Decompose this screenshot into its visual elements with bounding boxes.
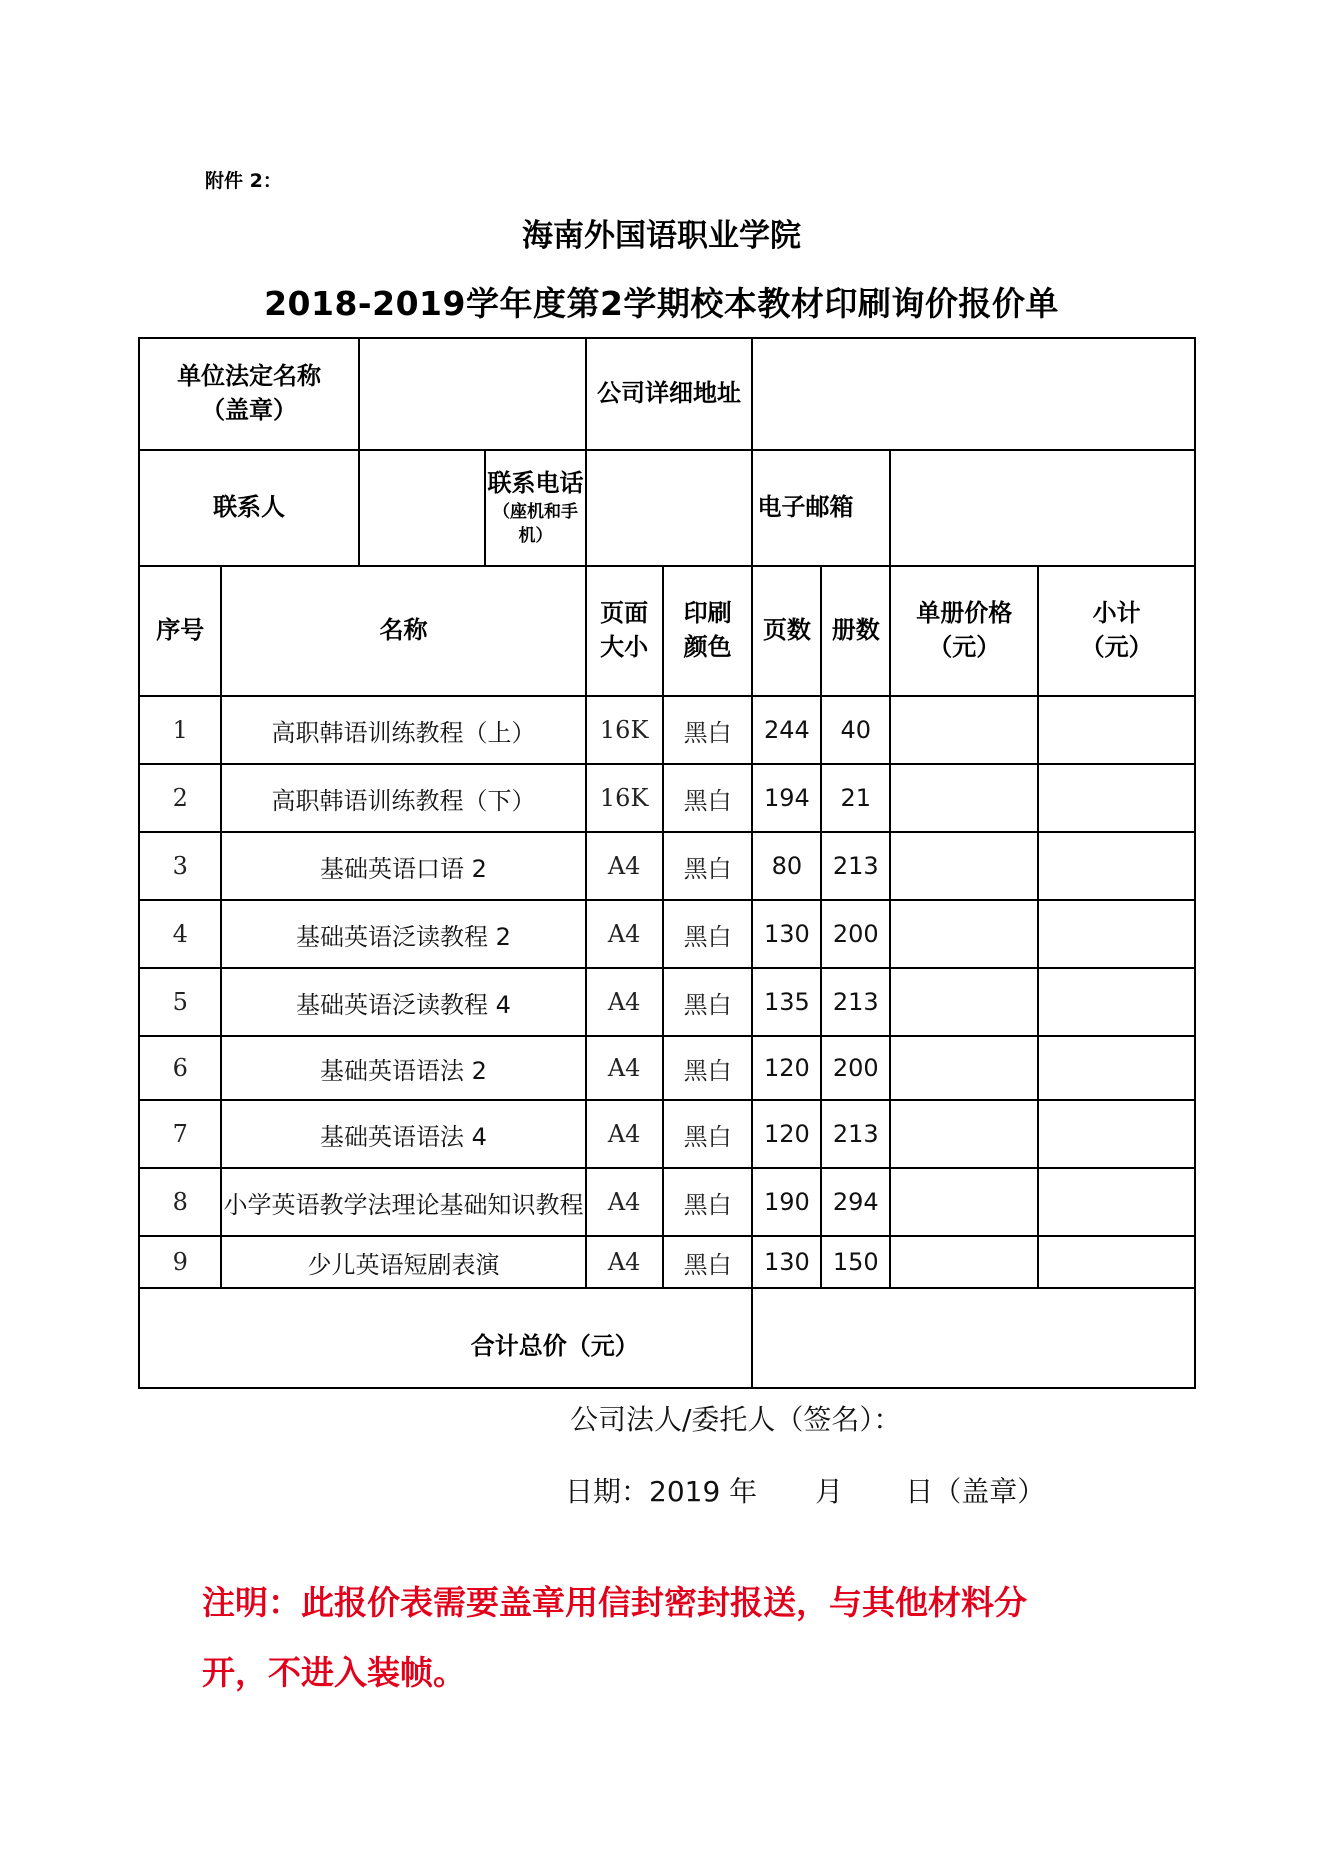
row-unit-price[interactable] bbox=[890, 1168, 1038, 1236]
email-value[interactable] bbox=[890, 450, 1195, 566]
row-color: 黑白 bbox=[663, 764, 753, 832]
table-row bbox=[139, 696, 1195, 764]
header-subtotal bbox=[1038, 566, 1195, 696]
unit-row bbox=[139, 338, 1195, 450]
contact-value[interactable] bbox=[359, 450, 485, 566]
row-size: A4 bbox=[586, 1100, 663, 1168]
red-note bbox=[202, 1568, 1102, 1708]
date-line bbox=[565, 1470, 1045, 1510]
table-row bbox=[139, 1168, 1195, 1236]
row-subtotal[interactable] bbox=[1038, 764, 1195, 832]
address-label: 公司详细地址 bbox=[586, 338, 753, 450]
row-subtotal[interactable] bbox=[1038, 1236, 1195, 1288]
row-unit-price[interactable] bbox=[890, 1036, 1038, 1100]
row-no: 1 bbox=[139, 696, 221, 764]
table-row bbox=[139, 900, 1195, 968]
row-pages: 244 bbox=[752, 696, 821, 764]
row-no: 2 bbox=[139, 764, 221, 832]
row-size: 16K bbox=[586, 764, 663, 832]
row-color: 黑白 bbox=[663, 1036, 753, 1100]
phone-label-cell bbox=[485, 450, 585, 566]
row-copies: 213 bbox=[821, 832, 890, 900]
row-name: 基础英语口语 2 bbox=[221, 832, 585, 900]
header-size bbox=[586, 566, 663, 696]
row-color: 黑白 bbox=[663, 1236, 753, 1288]
contact-row bbox=[139, 450, 1195, 566]
header-copies: 册数 bbox=[821, 566, 890, 696]
contact-label: 联系人 bbox=[139, 450, 359, 566]
row-color: 黑白 bbox=[663, 900, 753, 968]
row-copies: 213 bbox=[821, 968, 890, 1036]
row-subtotal[interactable] bbox=[1038, 968, 1195, 1036]
row-name: 高职韩语训练教程（下） bbox=[221, 764, 585, 832]
date-label: 日期：2019 年 bbox=[565, 1475, 758, 1508]
row-color: 黑白 bbox=[663, 832, 753, 900]
table-row bbox=[139, 1100, 1195, 1168]
document-subtitle: 2018-2019学年度第2学期校本教材印刷询价报价单 bbox=[264, 284, 1059, 323]
row-subtotal[interactable] bbox=[1038, 696, 1195, 764]
address-value[interactable] bbox=[752, 338, 1195, 450]
row-color: 黑白 bbox=[663, 1100, 753, 1168]
total-value[interactable] bbox=[752, 1288, 1195, 1388]
row-name: 基础英语语法 4 bbox=[221, 1100, 585, 1168]
row-pages: 194 bbox=[752, 764, 821, 832]
total-row bbox=[139, 1288, 1195, 1388]
header-unit-price bbox=[890, 566, 1038, 696]
row-no: 7 bbox=[139, 1100, 221, 1168]
unit-name-value[interactable] bbox=[359, 338, 585, 450]
row-unit-price[interactable] bbox=[890, 832, 1038, 900]
row-size: 16K bbox=[586, 696, 663, 764]
header-size-line2: 大小 bbox=[600, 633, 649, 661]
phone-label: 联系电话 bbox=[487, 469, 584, 498]
row-unit-price[interactable] bbox=[890, 1236, 1038, 1288]
row-size: A4 bbox=[586, 832, 663, 900]
total-label: 合计总价（元） bbox=[470, 1331, 639, 1360]
row-copies: 200 bbox=[821, 1036, 890, 1100]
row-unit-price[interactable] bbox=[890, 1100, 1038, 1168]
row-color: 黑白 bbox=[663, 696, 753, 764]
row-name: 基础英语泛读教程 4 bbox=[221, 968, 585, 1036]
row-name: 基础英语语法 2 bbox=[221, 1036, 585, 1100]
date-day: 日（盖章） bbox=[905, 1475, 1046, 1508]
row-subtotal[interactable] bbox=[1038, 1100, 1195, 1168]
row-unit-price[interactable] bbox=[890, 968, 1038, 1036]
header-color-line1: 印刷 bbox=[683, 599, 732, 628]
row-no: 8 bbox=[139, 1168, 221, 1236]
header-no: 序号 bbox=[139, 566, 221, 696]
email-label: 电子邮箱 bbox=[752, 450, 890, 566]
row-name: 基础英语泛读教程 2 bbox=[221, 900, 585, 968]
total-label-cell bbox=[139, 1288, 752, 1388]
phone-sub: （座机和手机） bbox=[492, 502, 578, 546]
row-size: A4 bbox=[586, 968, 663, 1036]
attachment-label: 附件 2： bbox=[205, 170, 282, 192]
header-price-line1: 单册价格 bbox=[916, 599, 1013, 628]
unit-name-label: 单位法定名称 bbox=[177, 362, 322, 391]
row-name: 高职韩语训练教程（上） bbox=[221, 696, 585, 764]
row-pages: 120 bbox=[752, 1100, 821, 1168]
header-subtotal-line1: 小计 bbox=[1092, 599, 1141, 628]
date-month: 月 bbox=[815, 1475, 844, 1508]
row-no: 9 bbox=[139, 1236, 221, 1288]
row-color: 黑白 bbox=[663, 1168, 753, 1236]
row-unit-price[interactable] bbox=[890, 900, 1038, 968]
row-copies: 40 bbox=[821, 696, 890, 764]
row-copies: 21 bbox=[821, 764, 890, 832]
row-size: A4 bbox=[586, 900, 663, 968]
row-no: 6 bbox=[139, 1036, 221, 1100]
row-copies: 200 bbox=[821, 900, 890, 968]
table-row bbox=[139, 1036, 1195, 1100]
row-unit-price[interactable] bbox=[890, 764, 1038, 832]
row-unit-price[interactable] bbox=[890, 696, 1038, 764]
row-name: 小学英语教学法理论基础知识教程 bbox=[221, 1168, 585, 1236]
row-size: A4 bbox=[586, 1036, 663, 1100]
row-pages: 130 bbox=[752, 1236, 821, 1288]
row-copies: 150 bbox=[821, 1236, 890, 1288]
signature-line: 公司法人/委托人（签名）： bbox=[570, 1403, 902, 1436]
table-row bbox=[139, 968, 1195, 1036]
note-line-2: 开，不进入装帧。 bbox=[202, 1653, 466, 1692]
header-color bbox=[663, 566, 753, 696]
row-subtotal[interactable] bbox=[1038, 1036, 1195, 1100]
row-no: 5 bbox=[139, 968, 221, 1036]
row-copies: 213 bbox=[821, 1100, 890, 1168]
column-header-row bbox=[139, 566, 1195, 696]
header-subtotal-line2: （元） bbox=[1080, 633, 1153, 661]
table-row bbox=[139, 832, 1195, 900]
row-subtotal[interactable] bbox=[1038, 832, 1195, 900]
row-no: 4 bbox=[139, 900, 221, 968]
quotation-table bbox=[138, 337, 1196, 1389]
row-subtotal[interactable] bbox=[1038, 1168, 1195, 1236]
row-pages: 130 bbox=[752, 900, 821, 968]
row-no: 3 bbox=[139, 832, 221, 900]
row-pages: 190 bbox=[752, 1168, 821, 1236]
row-name: 少儿英语短剧表演 bbox=[221, 1236, 585, 1288]
row-subtotal[interactable] bbox=[1038, 900, 1195, 968]
unit-name-sub: （盖章） bbox=[201, 396, 298, 424]
header-color-line2: 颜色 bbox=[683, 633, 732, 661]
header-size-line1: 页面 bbox=[600, 599, 649, 628]
header-price-line2: （元） bbox=[928, 633, 1001, 661]
row-color: 黑白 bbox=[663, 968, 753, 1036]
unit-name-label-cell bbox=[139, 338, 359, 450]
table-row bbox=[139, 764, 1195, 832]
row-copies: 294 bbox=[821, 1168, 890, 1236]
row-pages: 135 bbox=[752, 968, 821, 1036]
header-name: 名称 bbox=[221, 566, 585, 696]
row-size: A4 bbox=[586, 1168, 663, 1236]
table-row bbox=[139, 1236, 1195, 1288]
header-pages: 页数 bbox=[752, 566, 821, 696]
row-pages: 80 bbox=[752, 832, 821, 900]
document-title: 海南外国语职业学院 bbox=[522, 218, 801, 254]
phone-value[interactable] bbox=[586, 450, 753, 566]
row-size: A4 bbox=[586, 1236, 663, 1288]
note-line-1: 注明：此报价表需要盖章用信封密封报送，与其他材料分 bbox=[202, 1583, 1027, 1622]
row-pages: 120 bbox=[752, 1036, 821, 1100]
